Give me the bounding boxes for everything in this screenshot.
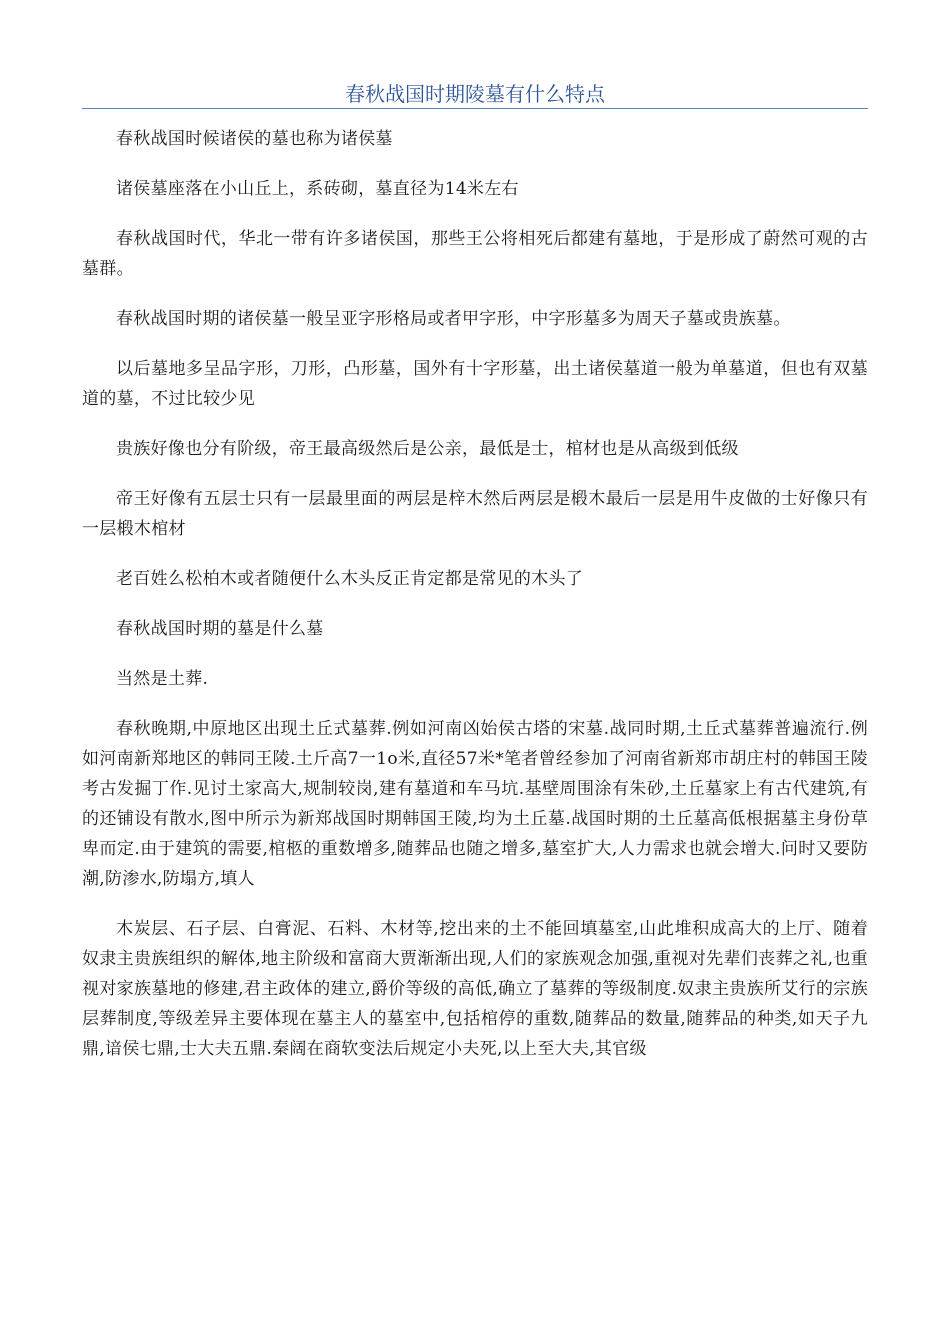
paragraph: 以后墓地多呈品字形，刀形，凸形墓，国外有十字形墓，出土诸侯墓道一般为单墓道，但也有双墓道的墓，不过比较少见 <box>82 359 868 409</box>
title-underline <box>82 108 868 109</box>
paragraph: 春秋战国时候诸侯的墓也称为诸侯墓 <box>116 129 393 149</box>
paragraph: 春秋战国时代，华北一带有许多诸侯国，那些王公将相死后都建有墓地，于是形成了蔚然可观的古墓群。 <box>82 229 868 279</box>
paragraph: 春秋战国时期的墓是什么墓 <box>116 619 324 639</box>
paragraph: 春秋战国时期的诸侯墓一般呈亚字形格局或者甲字形，中字形墓多为周天子墓或贵族墓。 <box>116 309 791 329</box>
document-title: 春秋战国时期陵墓有什么特点 <box>345 82 605 106</box>
paragraph: 当然是土葬. <box>116 669 209 689</box>
paragraph: 帝王好像有五层士只有一层最里面的两层是梓木然后两层是椴木最后一层是用牛皮做的士好像只有一层椴木棺材 <box>82 489 868 539</box>
paragraph: 老百姓么松柏木或者随便什么木头反正肯定都是常见的木头了 <box>116 569 584 589</box>
paragraph: 贵族好像也分有阶级，帝王最高级然后是公亲，最低是士，棺材也是从高级到低级 <box>116 439 739 459</box>
paragraph: 诸侯墓座落在小山丘上，系砖砌，墓直径为14米左右 <box>116 179 519 199</box>
paragraph: 春秋晚期,中原地区出现土丘式墓葬.例如河南凶始侯古塔的宋墓.战同时期,土丘式墓葬普遍流行.例如河南新郑地区的韩同王陵.土斤高7一1o米,直径57米*笔者曾经参加了河南省新郑市胡庄村的韩国王陵考古发掘丁作.见讨土家高大,规制较岗,建有墓道和车马坑.基壁周围涂有朱砂,土丘墓家上有古代建筑,有的还铺设有散水,图中所示为新郑战国时期韩国王陵,均为土丘墓.战国时期的土丘墓高低根据墓主身份草卑而定.由于建筑的需要,棺柩的重数增多,随葬品也随之增多,墓室扩大,人力需求也就会增大.问时又要防潮,防渗水,防塌方,填人 <box>82 719 868 889</box>
paragraph: 木炭层、石子层、白膏泥、石料、木材等,挖出来的土不能回填墓室,山此堆积成高大的上厅、随着奴隶主贵族组织的解体,地主阶级和富商大贾渐渐出现,人们的家族观念加强,重视对先辈们丧葬之礼,也重视对家族墓地的修建,君主政体的建立,爵价等级的高低,确立了墓葬的等级制度.奴隶主贵族所艾行的宗族层葬制度,等级差异主要体现在墓主人的墓室中,包括棺停的重数,随葬品的数量,随葬品的种类,如天子九鼎,谙侯七鼎,士大夫五鼎.秦阔在商软变法后规定小夫死,以上至大夫,其官级 <box>82 919 868 1059</box>
document-body <box>82 124 868 1084</box>
